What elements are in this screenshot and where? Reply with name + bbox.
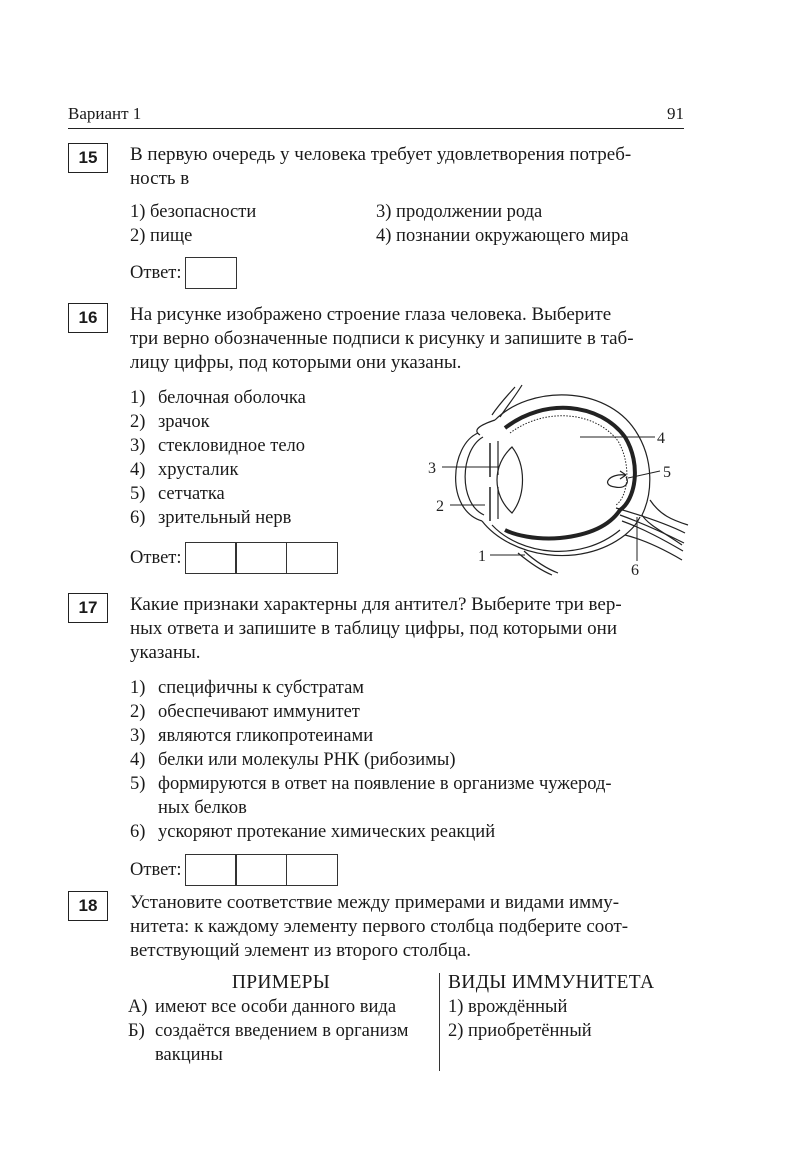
question-line: ветствующий элемент из второго столбца. xyxy=(130,940,471,961)
page-header xyxy=(68,104,684,126)
answer-cell[interactable] xyxy=(185,257,237,289)
option-item: 5) формируются в ответ на появление в организме чужерод- ных белков xyxy=(130,774,612,818)
page-number: 91 xyxy=(667,104,684,123)
option-item: 6) зрительный нерв xyxy=(130,508,292,528)
options-list xyxy=(130,200,684,248)
eye-diagram xyxy=(420,375,690,585)
answer-cell[interactable] xyxy=(235,854,287,886)
option-item: 4) хрусталик xyxy=(130,460,239,480)
option-item: 1) специфичны к субстратам xyxy=(130,678,365,698)
question-line: Какие признаки характерны для антител? Выберите три вер- xyxy=(130,594,622,615)
example-item: А) имеют все особи данного вида xyxy=(128,997,397,1017)
option-item: 3) являются гликопротеинами xyxy=(130,726,374,746)
answer-cell[interactable] xyxy=(286,542,338,574)
options-list xyxy=(130,676,684,844)
answer-cell[interactable] xyxy=(185,854,237,886)
answer-label: Ответ: xyxy=(130,262,182,283)
types-column xyxy=(448,971,688,1043)
eye-label-5: 5 xyxy=(663,464,671,481)
option-item: 2) зрачок xyxy=(130,412,210,432)
column-divider xyxy=(439,973,440,1071)
question-line: ных ответа и запишите в таблицу цифры, под которыми они xyxy=(130,618,617,639)
question-text xyxy=(130,593,684,665)
answer-cell[interactable] xyxy=(185,542,237,574)
variant-label: Вариант 1 xyxy=(68,104,142,123)
answer-label: Ответ: xyxy=(130,859,182,880)
eye-label-2: 2 xyxy=(436,498,444,515)
question-text xyxy=(130,891,684,963)
question-line: ность в xyxy=(130,168,190,189)
option-item: 1) безопасности xyxy=(130,202,257,222)
answer-cell[interactable] xyxy=(235,542,287,574)
option-item: 3) продолжении рода xyxy=(376,202,543,222)
types-header: ВИДЫ ИММУНИТЕТА xyxy=(448,972,655,993)
examples-header: ПРИМЕРЫ xyxy=(231,972,331,993)
question-line: Установите соответствие между примерами и видами имму- xyxy=(130,892,620,913)
question-text xyxy=(130,303,684,375)
option-item: 4) белки или молекулы РНК (рибозимы) xyxy=(130,750,456,770)
eye-label-4: 4 xyxy=(657,430,665,447)
question-line: указаны. xyxy=(130,642,201,663)
task-number-box: 18 xyxy=(68,891,108,921)
eye-label-3: 3 xyxy=(428,460,436,477)
question-text xyxy=(130,143,684,191)
option-item: 3) стекловидное тело xyxy=(130,436,306,456)
question-line: лицу цифры, под которыми они указаны. xyxy=(130,352,462,373)
question-line: нитета: к каждому элементу первого столбца подберите соот- xyxy=(130,916,629,937)
task-number-box: 17 xyxy=(68,593,108,623)
option-item: 5) сетчатка xyxy=(130,484,225,504)
answer-row xyxy=(130,854,684,886)
header-divider xyxy=(68,128,684,129)
task-number-box: 15 xyxy=(68,143,108,173)
answer-row xyxy=(130,257,684,289)
option-item: 6) ускоряют протекание химических реакций xyxy=(130,822,496,842)
question-line: На рисунке изображено строение глаза человека. Выберите xyxy=(130,304,612,325)
eye-label-6: 6 xyxy=(631,562,639,579)
examples-column xyxy=(128,971,434,1067)
option-item: 4) познании окружающего мира xyxy=(376,226,629,246)
question-line: В первую очередь у человека требует удовлетворения потреб- xyxy=(130,144,632,165)
matching-table xyxy=(128,971,684,1081)
example-item: Б) создаётся введением в организм вакцины xyxy=(128,1021,409,1065)
type-item: 2) приобретённый xyxy=(448,1021,592,1041)
answer-cell[interactable] xyxy=(286,854,338,886)
eye-label-1: 1 xyxy=(478,548,486,565)
task-number-box: 16 xyxy=(68,303,108,333)
option-item: 2) обеспечивают иммунитет xyxy=(130,702,360,722)
option-item: 1) белочная оболочка xyxy=(130,388,306,408)
question-line: три верно обозначенные подписи к рисунку и запишите в таб- xyxy=(130,328,634,349)
type-item: 1) врождённый xyxy=(448,997,568,1017)
option-item: 2) пище xyxy=(130,226,193,246)
answer-label: Ответ: xyxy=(130,547,182,568)
